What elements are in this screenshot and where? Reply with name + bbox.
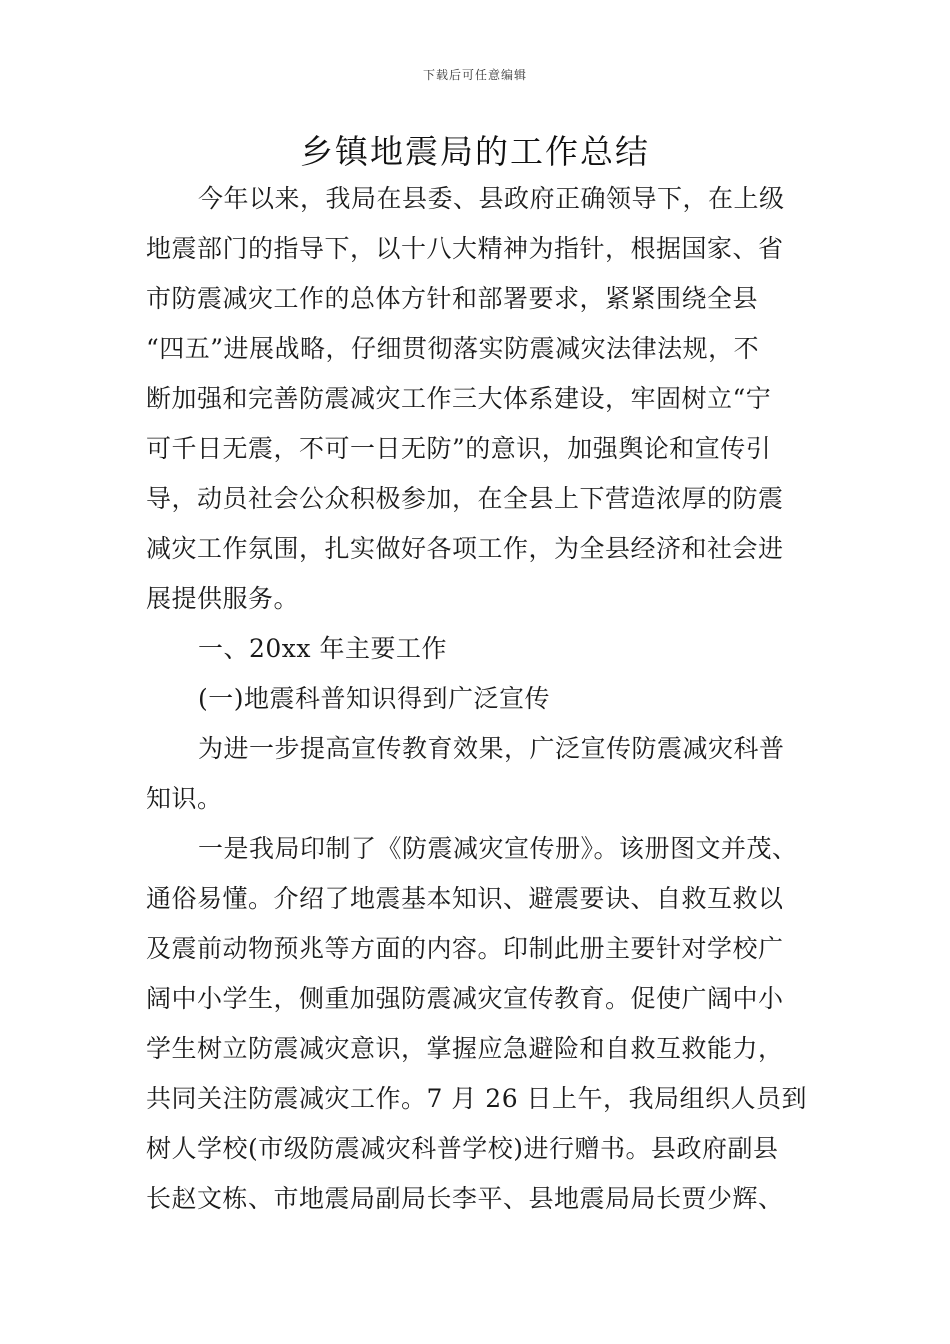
paragraph-line: 长赵文栋、市地震局副局长李平、县地震局局长贾少辉、 [146, 1184, 784, 1213]
paragraph-line: 减灾工作氛围，扎实做好各项工作，为全县经济和社会进 [146, 534, 784, 563]
document-body [146, 174, 811, 1224]
paragraph-line: 一是我局印制了《防震减灾宣传册》。该册图文并茂、 [198, 834, 798, 863]
paragraph-line: 阔中小学生，侧重加强防震减灾宣传教育。促使广阔中小 [146, 984, 784, 1013]
paragraph-line: 可千日无震，不可一日无防”的意识，加强舆论和宣传引 [146, 434, 772, 463]
paragraph-line: 学生树立防震减灾意识，掌握应急避险和自救互救能力， [146, 1034, 784, 1063]
document-title: 乡镇地震局的工作总结 [300, 132, 650, 171]
section-heading: 一、20xx 年主要工作 [198, 634, 447, 663]
paragraph-line: 展提供服务。 [146, 584, 300, 613]
paragraph-line: 及震前动物预兆等方面的内容。印制此册主要针对学校广 [146, 934, 784, 963]
paragraph-line: “四五”进展战略，仔细贯彻落实防震减灾法律法规，不 [146, 334, 760, 363]
paragraph-line: 树人学校(市级防震减灾科普学校)进行赠书。县政府副县 [146, 1134, 779, 1163]
paragraph-line: 导，动员社会公众积极参加，在全县上下营造浓厚的防震 [146, 484, 784, 513]
paragraph-line: 断加强和完善防震减灾工作三大体系建设，牢固树立“宁 [146, 384, 772, 413]
paragraph-line: 共同关注防震减灾工作。7 月 26 日上午，我局组织人员到 [146, 1084, 808, 1113]
paragraph-line: 知识。 [146, 784, 223, 813]
paragraph-line: 为进一步提高宣传教育效果，广泛宣传防震减灾科普 [198, 734, 785, 763]
paragraph-line: 市防震减灾工作的总体方针和部署要求，紧紧围绕全县 [146, 284, 759, 313]
subsection-heading: (一)地震科普知识得到广泛宣传 [198, 684, 551, 713]
paragraph-line: 今年以来，我局在县委、县政府正确领导下，在上级 [198, 184, 785, 213]
paragraph-line: 通俗易懂。介绍了地震基本知识、避震要诀、自救互救以 [146, 884, 784, 913]
paragraph-line: 地震部门的指导下，以十八大精神为指针，根据国家、省 [146, 234, 784, 263]
header-note: 下载后可任意编辑 [422, 68, 527, 82]
